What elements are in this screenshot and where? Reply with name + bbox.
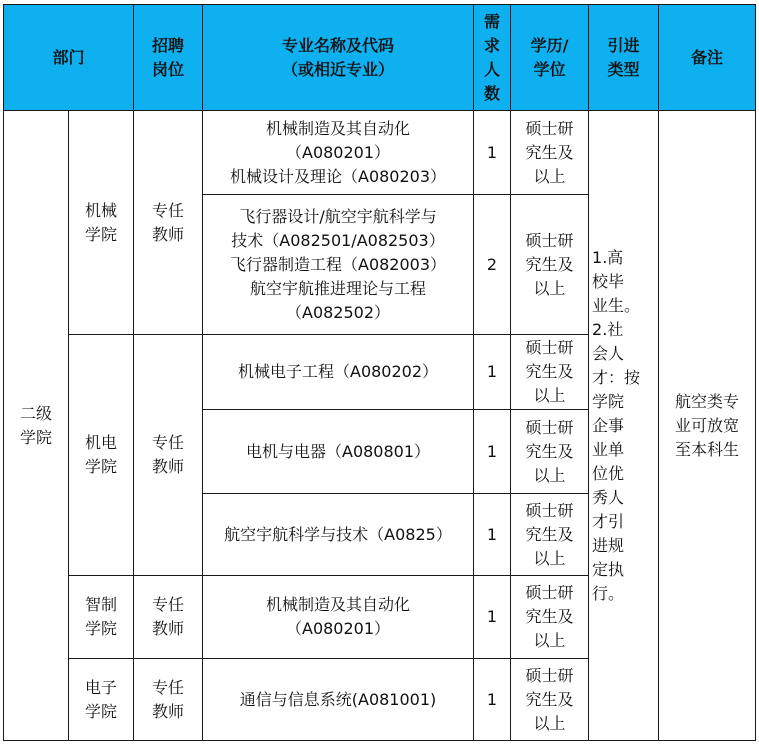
degree-cell: 硕士研 究生及 以上	[511, 111, 589, 195]
college-name: 电子 学院	[69, 659, 134, 741]
college-name: 智制 学院	[69, 576, 134, 659]
count-cell: 1	[474, 494, 511, 576]
position-cell: 专任 教师	[134, 335, 203, 576]
header-degree: 学历/ 学位	[511, 5, 589, 111]
degree-cell: 硕士研 究生及 以上	[511, 576, 589, 659]
recruit-type-cell: 1.高 校毕 业生。 2.社 会人 才：按 学院 企事 业单 位优 秀人 才引 进规 定执 行。	[589, 111, 659, 741]
count-cell: 1	[474, 111, 511, 195]
count-cell: 1	[474, 576, 511, 659]
position-cell: 专任 教师	[134, 111, 203, 335]
recruitment-table	[3, 4, 756, 741]
count-cell: 1	[474, 410, 511, 494]
count-cell: 2	[474, 195, 511, 335]
position-cell: 专任 教师	[134, 659, 203, 741]
major-cell: 机械制造及其自动化 （A080201）	[203, 576, 474, 659]
college-name: 机电 学院	[69, 335, 134, 576]
degree-cell: 硕士研 究生及 以上	[511, 195, 589, 335]
position-cell: 专任 教师	[134, 576, 203, 659]
count-cell: 1	[474, 335, 511, 410]
major-cell: 航空宇航科学与技术（A0825）	[203, 494, 474, 576]
major-cell: 电机与电器（A080801）	[203, 410, 474, 494]
major-cell: 机械制造及其自动化 （A080201） 机械设计及理论（A080203）	[203, 111, 474, 195]
header-remark: 备注	[659, 5, 756, 111]
header-major: 专业名称及代码 （或相近专业）	[203, 5, 474, 111]
college-name: 机械 学院	[69, 111, 134, 335]
header-count: 需 求 人 数	[474, 5, 511, 111]
degree-cell: 硕士研 究生及 以上	[511, 494, 589, 576]
level-cell: 二级 学院	[4, 111, 69, 741]
degree-cell: 硕士研 究生及 以上	[511, 659, 589, 741]
header-position: 招聘 岗位	[134, 5, 203, 111]
table-row	[4, 111, 756, 195]
major-cell: 飞行器设计/航空宇航科学与 技术（A082501/A082503） 飞行器制造工程（A082003） 航空宇航推进理论与工程 （A082502）	[203, 195, 474, 335]
degree-cell: 硕士研 究生及 以上	[511, 410, 589, 494]
header-type: 引进 类型	[589, 5, 659, 111]
header-row	[4, 5, 756, 111]
header-dept: 部门	[4, 5, 134, 111]
major-cell: 机械电子工程（A080202）	[203, 335, 474, 410]
major-cell: 通信与信息系统(A081001)	[203, 659, 474, 741]
degree-cell: 硕士研 究生及 以上	[511, 335, 589, 410]
remark-cell: 航空类专 业可放宽 至本科生	[659, 111, 756, 741]
count-cell: 1	[474, 659, 511, 741]
